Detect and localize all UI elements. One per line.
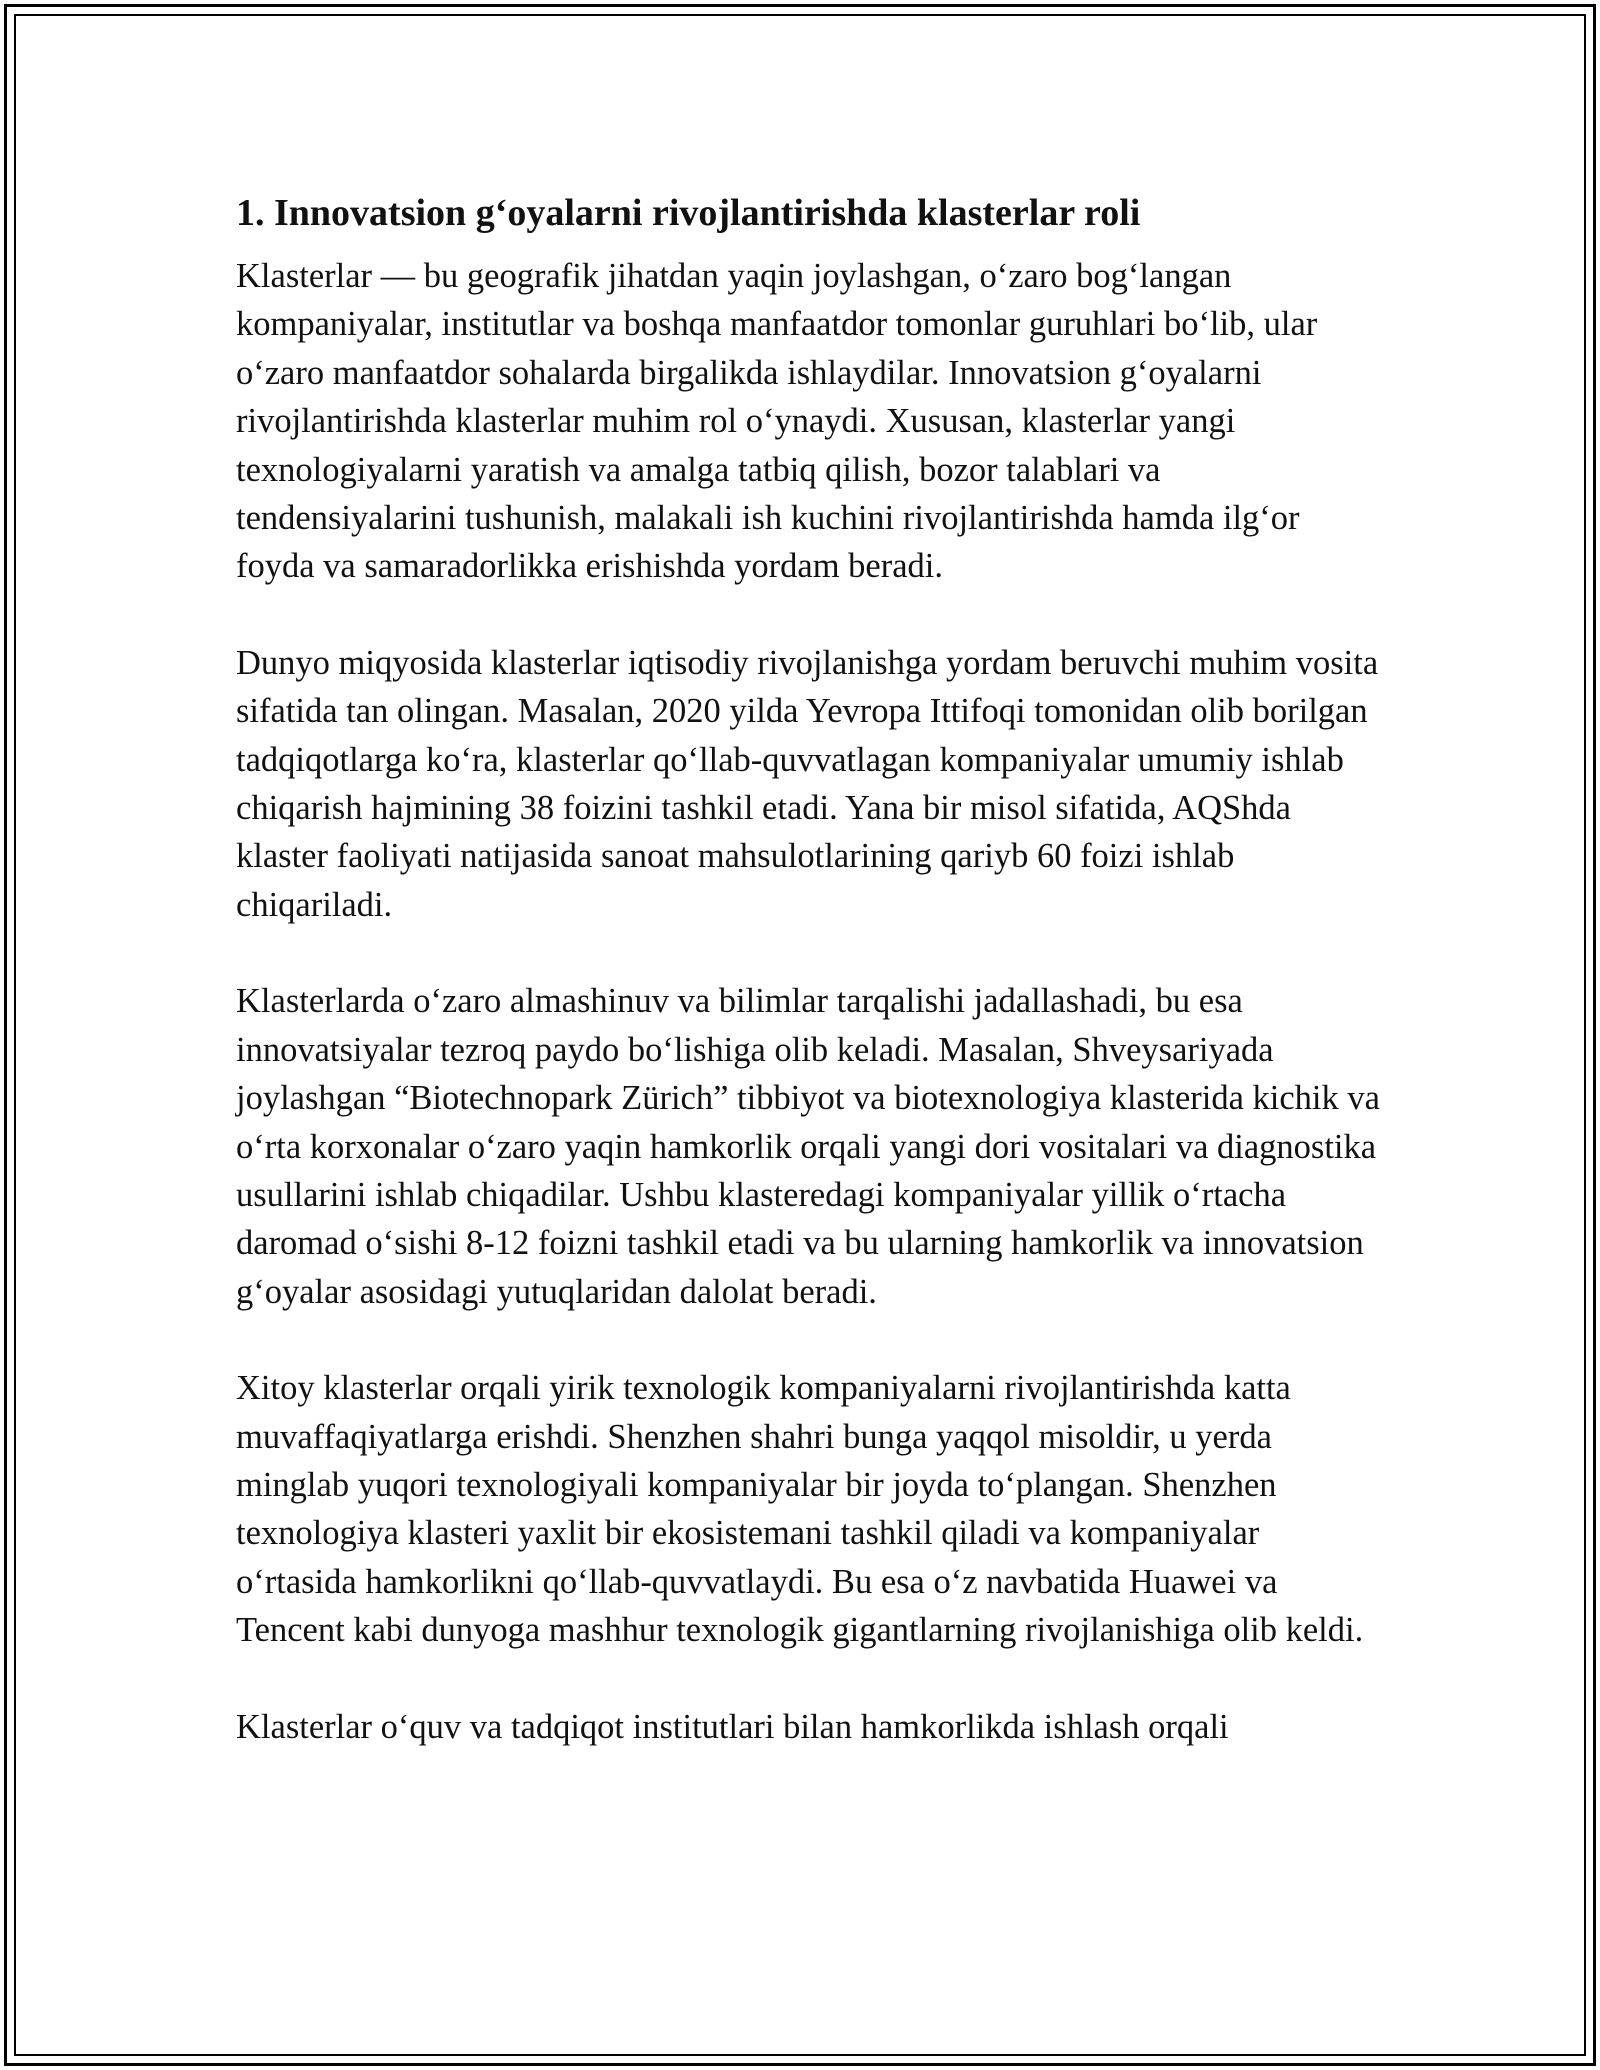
paragraph-knowledge-exchange: Klasterlarda o‘zaro almashinuv va bilimlar tarqalishi jadallashadi, bu esa innovatsiyalar tezroq paydo bo‘lishiga olib keladi. Masalan, Shveysariyada joylashgan “Biotechnopark Zürich” tibbiyot va biotexnologiya klasterida kichik va o‘rta korxonalar o‘zaro yaqin hamkorlik orqali yangi dori vositalari va diagnostika usullarini ishlab chiqadilar. Ushbu klasteredagi kompaniyalar yillik o‘rtacha daromad o‘sishi 8-12 foizni tashkil etadi va bu ularning hamkorlik va innovatsion g‘oyalar asosidagi yutuqlaridan dalolat beradi. (236, 982, 1380, 1311)
paragraph-china-shenzhen: Xitoy klasterlar orqali yirik texnologik kompaniyalarni rivojlantirishda katta muvaffaqiyatlarga erishdi. Shenzhen shahri bunga yaqqol misoldir, u yerda minglab yuqori texnologiyali kompaniyalar bir joyda to‘plangan. Shenzhen texnologiya klasteri yaxlit bir ekosistemani tashkil qiladi va kompaniyalar o‘rtasida hamkorlikni qo‘llab-quvvatlaydi. Bu esa o‘z navbatida Huawei va Tencent kabi dunyoga mashhur texnologik gigantlarning rivojlanishiga olib keldi. (236, 1369, 1364, 1650)
paragraph-research-institutes: Klasterlar o‘quv va tadqiqot institutlari bilan hamkorlikda ishlash orqali (236, 1707, 1229, 1746)
document-body (236, 186, 1386, 1799)
section-heading: 1. Innovatsion g‘oyalarni rivojlantirishda klasterlar roli (236, 192, 1141, 234)
paragraph-clusters-definition: Klasterlar — bu geografik jihatdan yaqin joylashgan, o‘zaro bog‘langan kompaniyalar, institutlar va boshqa manfaatdor tomonlar guruhlari bo‘lib, ular o‘zaro manfaatdor sohalarda birgalikda ishlaydilar. Innovatsion g‘oyalarni rivojlantirishda klasterlar muhim rol o‘ynaydi. Xususan, klasterlar yangi texnologiyalarni yaratish va amalga tatbiq qilish, bozor talablari va tendensiyalarini tushunish, malakali ish kuchini rivojlantirishda hamda ilg‘or foyda va samaradorlikka erishishda yordam beradi. (236, 257, 1318, 586)
paragraph-global-recognition: Dunyo miqyosida klasterlar iqtisodiy rivojlanishga yordam beruvchi muhim vosita sifatida tan olingan. Masalan, 2020 yilda Yevropa Ittifoqi tomonidan olib borilgan tadqiqotlarga ko‘ra, klasterlar qo‘llab-quvvatlagan kompaniyalar umumiy ishlab chiqarish hajmining 38 foizini tashkil etadi. Yana bir misol sifatida, AQShda klaster faoliyati natijasida sanoat mahsulotlarining qariyb 60 foizi ishlab chiqariladi. (236, 643, 1379, 924)
